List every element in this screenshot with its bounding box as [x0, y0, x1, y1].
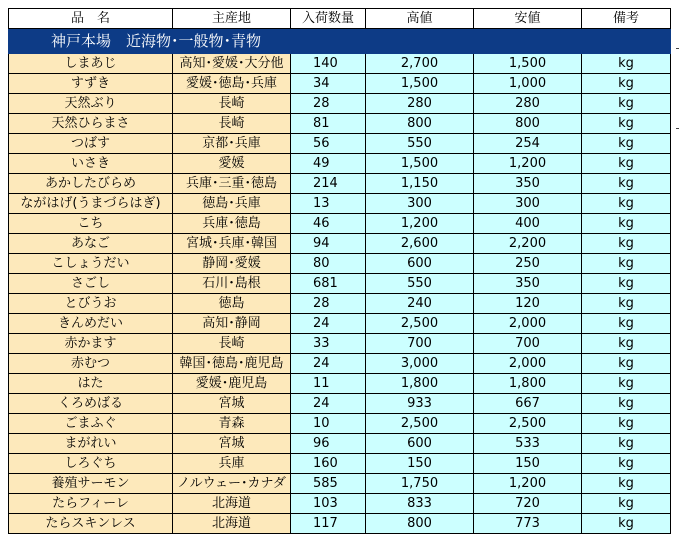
cell-quantity[interactable]: 585	[291, 474, 366, 494]
cell-origin[interactable]: 長崎	[173, 94, 291, 114]
cell-high-price[interactable]: 550	[366, 274, 474, 294]
cell-unit[interactable]: kg	[582, 94, 671, 114]
cell-high-price[interactable]: 2,500	[366, 314, 474, 334]
cell-high-price[interactable]: 150	[366, 454, 474, 474]
cell-origin[interactable]: 北海道	[173, 514, 291, 534]
cell-low-price[interactable]: 280	[474, 94, 582, 114]
table-row	[9, 254, 671, 274]
cell-item-name[interactable]: 天然ひらまさ	[9, 114, 173, 134]
cell-quantity[interactable]: 49	[291, 154, 366, 174]
cell-item-name[interactable]: しまあじ	[9, 54, 173, 74]
cell-item-name[interactable]: くろめばる	[9, 394, 173, 414]
cell-unit[interactable]: kg	[582, 54, 671, 74]
cell-low-price[interactable]: 2,500	[474, 414, 582, 434]
cell-high-price[interactable]: 700	[366, 334, 474, 354]
cell-origin[interactable]: 宮城	[173, 394, 291, 414]
table-row	[9, 334, 671, 354]
cell-unit[interactable]: kg	[582, 134, 671, 154]
cell-low-price[interactable]: 1,200	[474, 474, 582, 494]
cell-low-price[interactable]: 400	[474, 214, 582, 234]
cell-quantity[interactable]: 140	[291, 54, 366, 74]
cell-high-price[interactable]: 800	[366, 114, 474, 134]
table-row	[9, 454, 671, 474]
cell-unit[interactable]: kg	[582, 414, 671, 434]
cell-quantity[interactable]: 28	[291, 294, 366, 314]
cell-item-name[interactable]: ごまふぐ	[9, 414, 173, 434]
cell-origin[interactable]: 高知･静岡	[173, 314, 291, 334]
table-row	[9, 114, 671, 134]
table-row	[9, 54, 671, 74]
cell-unit[interactable]: kg	[582, 354, 671, 374]
cell-origin[interactable]: 兵庫	[173, 454, 291, 474]
title-row	[9, 29, 671, 54]
cell-high-price[interactable]: 3,000	[366, 354, 474, 374]
cell-quantity[interactable]: 10	[291, 414, 366, 434]
cell-high-price[interactable]: 1,500	[366, 74, 474, 94]
cell-high-price[interactable]: 1,150	[366, 174, 474, 194]
cell-item-name[interactable]: とびうお	[9, 294, 173, 314]
cell-high-price[interactable]: 833	[366, 494, 474, 514]
cell-quantity[interactable]: 28	[291, 94, 366, 114]
cell-origin[interactable]: 宮城	[173, 434, 291, 454]
cell-quantity[interactable]: 13	[291, 194, 366, 214]
cell-quantity[interactable]: 94	[291, 234, 366, 254]
cell-low-price[interactable]: 254	[474, 134, 582, 154]
cell-high-price[interactable]: 2,500	[366, 414, 474, 434]
cell-unit[interactable]: kg	[582, 334, 671, 354]
cell-origin[interactable]: 長崎	[173, 334, 291, 354]
cell-high-price[interactable]: 600	[366, 434, 474, 454]
sheet-title: 神戸本場 近海物･一般物･青物	[9, 29, 671, 54]
cell-low-price[interactable]: 300	[474, 194, 582, 214]
cell-unit[interactable]: kg	[582, 294, 671, 314]
cell-unit[interactable]: kg	[582, 74, 671, 94]
cell-unit[interactable]: kg	[582, 514, 671, 534]
cell-origin[interactable]: 愛媛	[173, 154, 291, 174]
cell-quantity[interactable]: 160	[291, 454, 366, 474]
table-row	[9, 74, 671, 94]
header-low-price[interactable]: 安値	[474, 9, 582, 29]
table-row	[9, 214, 671, 234]
cell-high-price[interactable]: 550	[366, 134, 474, 154]
cell-unit[interactable]: kg	[582, 174, 671, 194]
market-price-table	[8, 8, 671, 534]
cell-item-name[interactable]: たらスキンレス	[9, 514, 173, 534]
cell-item-name[interactable]: まがれい	[9, 434, 173, 454]
cell-item-name[interactable]: はた	[9, 374, 173, 394]
cell-high-price[interactable]: 2,600	[366, 234, 474, 254]
cell-origin[interactable]: 愛媛･鹿児島	[173, 374, 291, 394]
cell-unit[interactable]: kg	[582, 154, 671, 174]
table-row	[9, 234, 671, 254]
table-row	[9, 474, 671, 494]
table-row	[9, 174, 671, 194]
cell-quantity[interactable]: 24	[291, 394, 366, 414]
table-row	[9, 514, 671, 534]
cell-quantity[interactable]: 24	[291, 354, 366, 374]
cell-unit[interactable]: kg	[582, 394, 671, 414]
cell-unit[interactable]: kg	[582, 274, 671, 294]
cell-low-price[interactable]: 1,800	[474, 374, 582, 394]
cell-origin[interactable]: 京都･兵庫	[173, 134, 291, 154]
scroll-tick-mark	[676, 48, 680, 52]
cell-low-price[interactable]: 2,200	[474, 234, 582, 254]
cell-low-price[interactable]: 720	[474, 494, 582, 514]
cell-unit[interactable]: kg	[582, 454, 671, 474]
cell-low-price[interactable]: 533	[474, 434, 582, 454]
cell-origin[interactable]: 高知･愛媛･大分他	[173, 54, 291, 74]
table-row	[9, 494, 671, 514]
cell-unit[interactable]: kg	[582, 214, 671, 234]
cell-quantity[interactable]: 103	[291, 494, 366, 514]
cell-high-price[interactable]: 280	[366, 94, 474, 114]
cell-item-name[interactable]: あかしたびらめ	[9, 174, 173, 194]
cell-origin[interactable]: 長崎	[173, 114, 291, 134]
header-high-price[interactable]: 高値	[366, 9, 474, 29]
cell-unit[interactable]: kg	[582, 474, 671, 494]
cell-high-price[interactable]: 2,700	[366, 54, 474, 74]
cell-quantity[interactable]: 56	[291, 134, 366, 154]
cell-item-name[interactable]: 養殖サーモン	[9, 474, 173, 494]
cell-item-name[interactable]: 赤かます	[9, 334, 173, 354]
cell-unit[interactable]: kg	[582, 494, 671, 514]
cell-item-name[interactable]: あなご	[9, 234, 173, 254]
cell-low-price[interactable]: 1,200	[474, 154, 582, 174]
cell-low-price[interactable]: 2,000	[474, 314, 582, 334]
header-origin[interactable]: 主産地	[173, 9, 291, 29]
header-name[interactable]: 品 名	[9, 9, 173, 29]
cell-quantity[interactable]: 214	[291, 174, 366, 194]
cell-origin[interactable]: 石川･島根	[173, 274, 291, 294]
cell-low-price[interactable]: 800	[474, 114, 582, 134]
cell-quantity[interactable]: 11	[291, 374, 366, 394]
cell-high-price[interactable]: 1,800	[366, 374, 474, 394]
cell-quantity[interactable]: 34	[291, 74, 366, 94]
cell-low-price[interactable]: 350	[474, 274, 582, 294]
cell-origin[interactable]: 青森	[173, 414, 291, 434]
cell-low-price[interactable]: 700	[474, 334, 582, 354]
cell-quantity[interactable]: 80	[291, 254, 366, 274]
table-body	[9, 54, 671, 534]
cell-item-name[interactable]: しろぐち	[9, 454, 173, 474]
cell-high-price[interactable]: 300	[366, 194, 474, 214]
cell-high-price[interactable]: 600	[366, 254, 474, 274]
cell-origin[interactable]: 愛媛･徳島･兵庫	[173, 74, 291, 94]
cell-unit[interactable]: kg	[582, 114, 671, 134]
cell-quantity[interactable]: 681	[291, 274, 366, 294]
cell-high-price[interactable]: 933	[366, 394, 474, 414]
cell-low-price[interactable]: 350	[474, 174, 582, 194]
table-row	[9, 434, 671, 454]
table-row	[9, 274, 671, 294]
cell-item-name[interactable]: すずき	[9, 74, 173, 94]
cell-item-name[interactable]: さごし	[9, 274, 173, 294]
cell-high-price[interactable]: 1,200	[366, 214, 474, 234]
table-row	[9, 314, 671, 334]
cell-quantity[interactable]: 81	[291, 114, 366, 134]
cell-low-price[interactable]: 1,000	[474, 74, 582, 94]
cell-item-name[interactable]: いさき	[9, 154, 173, 174]
cell-unit[interactable]: kg	[582, 234, 671, 254]
cell-item-name[interactable]: たらフィーレ	[9, 494, 173, 514]
cell-origin[interactable]: 徳島	[173, 294, 291, 314]
cell-unit[interactable]: kg	[582, 194, 671, 214]
cell-low-price[interactable]: 1,500	[474, 54, 582, 74]
table-row	[9, 194, 671, 214]
cell-origin[interactable]: ノルウェー･カナダ	[173, 474, 291, 494]
cell-origin[interactable]: 宮城･兵庫･韓国	[173, 234, 291, 254]
cell-low-price[interactable]: 667	[474, 394, 582, 414]
cell-item-name[interactable]: 赤むつ	[9, 354, 173, 374]
table-row	[9, 94, 671, 114]
cell-unit[interactable]: kg	[582, 434, 671, 454]
cell-item-name[interactable]: ながはげ(うまづらはぎ)	[9, 194, 173, 214]
table-row	[9, 134, 671, 154]
scroll-tick-mark	[676, 128, 680, 132]
cell-unit[interactable]: kg	[582, 254, 671, 274]
table-row	[9, 414, 671, 434]
cell-item-name[interactable]: こち	[9, 214, 173, 234]
cell-item-name[interactable]: こしょうだい	[9, 254, 173, 274]
cell-low-price[interactable]: 773	[474, 514, 582, 534]
cell-quantity[interactable]: 33	[291, 334, 366, 354]
cell-high-price[interactable]: 240	[366, 294, 474, 314]
cell-unit[interactable]: kg	[582, 374, 671, 394]
cell-origin[interactable]: 韓国･徳島･鹿児島	[173, 354, 291, 374]
cell-low-price[interactable]: 120	[474, 294, 582, 314]
cell-item-name[interactable]: つばす	[9, 134, 173, 154]
table-row	[9, 354, 671, 374]
cell-quantity[interactable]: 117	[291, 514, 366, 534]
cell-quantity[interactable]: 96	[291, 434, 366, 454]
cell-origin[interactable]: 北海道	[173, 494, 291, 514]
cell-origin[interactable]: 静岡･愛媛	[173, 254, 291, 274]
cell-item-name[interactable]: きんめだい	[9, 314, 173, 334]
cell-quantity[interactable]: 24	[291, 314, 366, 334]
cell-item-name[interactable]: 天然ぶり	[9, 94, 173, 114]
cell-origin[interactable]: 兵庫･徳島	[173, 214, 291, 234]
header-row	[9, 9, 671, 29]
cell-origin[interactable]: 徳島･兵庫	[173, 194, 291, 214]
cell-high-price[interactable]: 1,500	[366, 154, 474, 174]
header-note[interactable]: 備考	[582, 9, 671, 29]
header-quantity[interactable]: 入荷数量	[291, 9, 366, 29]
cell-low-price[interactable]: 2,000	[474, 354, 582, 374]
cell-high-price[interactable]: 1,750	[366, 474, 474, 494]
table-row	[9, 374, 671, 394]
cell-low-price[interactable]: 250	[474, 254, 582, 274]
cell-low-price[interactable]: 150	[474, 454, 582, 474]
cell-unit[interactable]: kg	[582, 314, 671, 334]
cell-origin[interactable]: 兵庫･三重･徳島	[173, 174, 291, 194]
table-row	[9, 294, 671, 314]
table-row	[9, 394, 671, 414]
cell-high-price[interactable]: 800	[366, 514, 474, 534]
table-row	[9, 154, 671, 174]
cell-quantity[interactable]: 46	[291, 214, 366, 234]
